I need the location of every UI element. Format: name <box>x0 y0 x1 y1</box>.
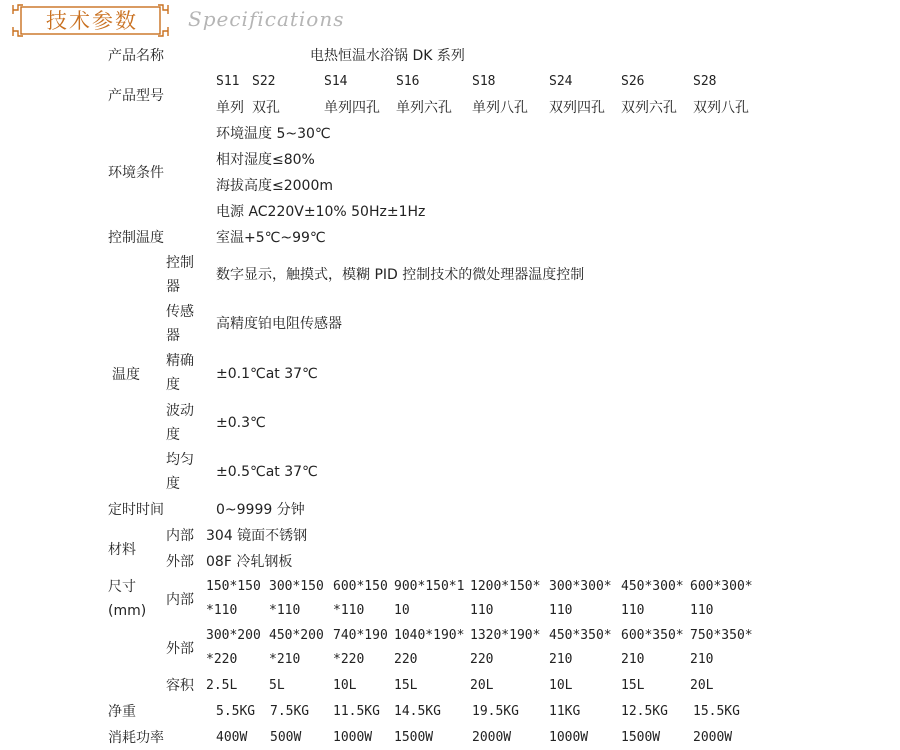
size-outer-cell: 750*350* <box>690 628 753 643</box>
power-cell: 1000W <box>549 730 589 745</box>
model-code: S24 <box>549 74 573 89</box>
material-label: 材料 <box>108 542 136 558</box>
temperature-label: 温度 <box>112 367 140 383</box>
model-desc: 单列 <box>216 100 244 116</box>
environment-line: 海拔高度≤2000m <box>216 178 333 194</box>
environment-line: 相对湿度≤80% <box>216 152 315 168</box>
temp-sub-value: ±0.1℃at 37℃ <box>216 366 318 382</box>
model-code: S22 <box>252 74 276 89</box>
size-outer-cell: 210 <box>690 652 714 667</box>
model-code: S28 <box>693 74 717 89</box>
environment-line: 电源 AC220V±10% 50Hz±1Hz <box>216 204 426 220</box>
model-desc: 单列六孔 <box>396 100 452 116</box>
volume-cell: 15L <box>621 678 645 693</box>
temp-sub-label: 波动 <box>166 403 194 419</box>
size-outer-cell: 1320*190* <box>470 628 541 643</box>
size-inner-cell: 110 <box>470 603 494 618</box>
weight-cell: 11.5KG <box>333 704 380 719</box>
model-code: S11 <box>216 74 240 89</box>
volume-cell: 20L <box>470 678 494 693</box>
size-inner-label: 内部 <box>166 592 194 608</box>
model-code: S14 <box>324 74 348 89</box>
weight-cell: 19.5KG <box>472 704 519 719</box>
size-outer-cell: 220 <box>470 652 494 667</box>
temp-sub-label: 器 <box>166 328 180 344</box>
volume-cell: 2.5L <box>206 678 238 693</box>
model-code: S18 <box>472 74 496 89</box>
size-inner-cell: 150*150 <box>206 579 261 594</box>
size-inner-cell: *110 <box>333 603 365 618</box>
material-inner-value: 304 镜面不锈钢 <box>206 528 308 544</box>
model-desc: 双孔 <box>252 100 280 116</box>
model-desc: 双列六孔 <box>621 100 677 116</box>
temp-sub-label: 度 <box>166 476 180 492</box>
volume-cell: 10L <box>549 678 573 693</box>
size-outer-cell: 300*200 <box>206 628 261 643</box>
temp-sub-value: 数字显示，触摸式，模糊 PID 控制技术的微处理器温度控制 <box>216 267 585 283</box>
temp-sub-label: 控制 <box>166 255 194 271</box>
size-outer-cell: *220 <box>333 652 365 667</box>
size-inner-cell: 300*300* <box>549 579 612 594</box>
size-label: 尺寸 <box>108 579 136 595</box>
power-label: 消耗功率 <box>108 730 164 746</box>
power-cell: 400W <box>216 730 248 745</box>
size-inner-cell: 450*300* <box>621 579 684 594</box>
model-desc: 双列八孔 <box>693 100 749 116</box>
section-header <box>0 0 900 44</box>
temp-sub-value: 高精度铂电阻传感器 <box>216 316 342 332</box>
timer-value: 0~9999 分钟 <box>216 502 305 518</box>
temp-sub-label: 度 <box>166 427 180 443</box>
size-inner-cell: 1200*150* <box>470 579 541 594</box>
size-outer-cell: 450*350* <box>549 628 612 643</box>
size-inner-cell: *110 <box>206 603 238 618</box>
size-outer-cell: 210 <box>549 652 573 667</box>
size-outer-cell: *220 <box>206 652 238 667</box>
model-code: S26 <box>621 74 645 89</box>
weight-label: 净重 <box>108 704 136 720</box>
product-name-value: 电热恒温水浴锅 DK 系列 <box>310 48 465 64</box>
environment-line: 环境温度 5~30℃ <box>216 126 331 142</box>
size-inner-cell: 110 <box>621 603 645 618</box>
material-outer-value: 08F 冷轧钢板 <box>206 554 293 570</box>
weight-cell: 11KG <box>549 704 581 719</box>
model-desc: 双列四孔 <box>549 100 605 116</box>
model-desc: 单列八孔 <box>472 100 528 116</box>
temp-sub-label: 传感 <box>166 304 194 320</box>
power-cell: 500W <box>270 730 302 745</box>
temp-sub-label: 器 <box>166 279 180 295</box>
temp-sub-label: 精确 <box>166 353 194 369</box>
material-outer-label: 外部 <box>166 554 194 570</box>
control-temp-value: 室温+5℃~99℃ <box>216 230 326 246</box>
size-inner-cell: 110 <box>690 603 714 618</box>
weight-cell: 14.5KG <box>394 704 441 719</box>
size-outer-cell: 220 <box>394 652 418 667</box>
size-inner-cell: 110 <box>549 603 573 618</box>
size-outer-label: 外部 <box>166 641 194 657</box>
product-name-label: 产品名称 <box>108 48 164 64</box>
volume-label: 容积 <box>166 678 194 694</box>
temp-sub-value: ±0.5℃at 37℃ <box>216 464 318 480</box>
volume-cell: 5L <box>269 678 285 693</box>
power-cell: 1500W <box>621 730 661 745</box>
control-temp-label: 控制温度 <box>108 230 164 246</box>
weight-cell: 7.5KG <box>270 704 310 719</box>
volume-cell: 10L <box>333 678 357 693</box>
temp-sub-value: ±0.3℃ <box>216 415 266 431</box>
material-inner-label: 内部 <box>166 528 194 544</box>
power-cell: 2000W <box>472 730 512 745</box>
model-label: 产品型号 <box>108 88 164 104</box>
weight-cell: 12.5KG <box>621 704 668 719</box>
timer-label: 定时时间 <box>108 502 164 518</box>
power-cell: 1000W <box>333 730 373 745</box>
model-desc: 单列四孔 <box>324 100 380 116</box>
size-outer-cell: 450*200 <box>269 628 324 643</box>
size-inner-cell: 900*150*1 <box>394 579 465 594</box>
size-outer-cell: *210 <box>269 652 301 667</box>
size-outer-cell: 600*350* <box>621 628 684 643</box>
model-code: S16 <box>396 74 420 89</box>
temp-sub-label: 均匀 <box>166 452 194 468</box>
environment-label: 环境条件 <box>108 165 164 181</box>
temp-sub-label: 度 <box>166 377 180 393</box>
volume-cell: 20L <box>690 678 714 693</box>
size-inner-cell: 10 <box>394 603 410 618</box>
power-cell: 1500W <box>394 730 434 745</box>
section-subtitle: Specifications <box>188 7 345 31</box>
size-inner-cell: 600*150 <box>333 579 388 594</box>
size-outer-cell: 210 <box>621 652 645 667</box>
weight-cell: 15.5KG <box>693 704 740 719</box>
weight-cell: 5.5KG <box>216 704 256 719</box>
section-title: 技术参数 <box>46 9 138 33</box>
power-cell: 2000W <box>693 730 733 745</box>
volume-cell: 15L <box>394 678 418 693</box>
size-unit: (mm) <box>108 603 147 619</box>
size-inner-cell: 600*300* <box>690 579 753 594</box>
size-inner-cell: 300*150 <box>269 579 324 594</box>
size-outer-cell: 1040*190* <box>394 628 465 643</box>
size-outer-cell: 740*190 <box>333 628 388 643</box>
size-inner-cell: *110 <box>269 603 301 618</box>
